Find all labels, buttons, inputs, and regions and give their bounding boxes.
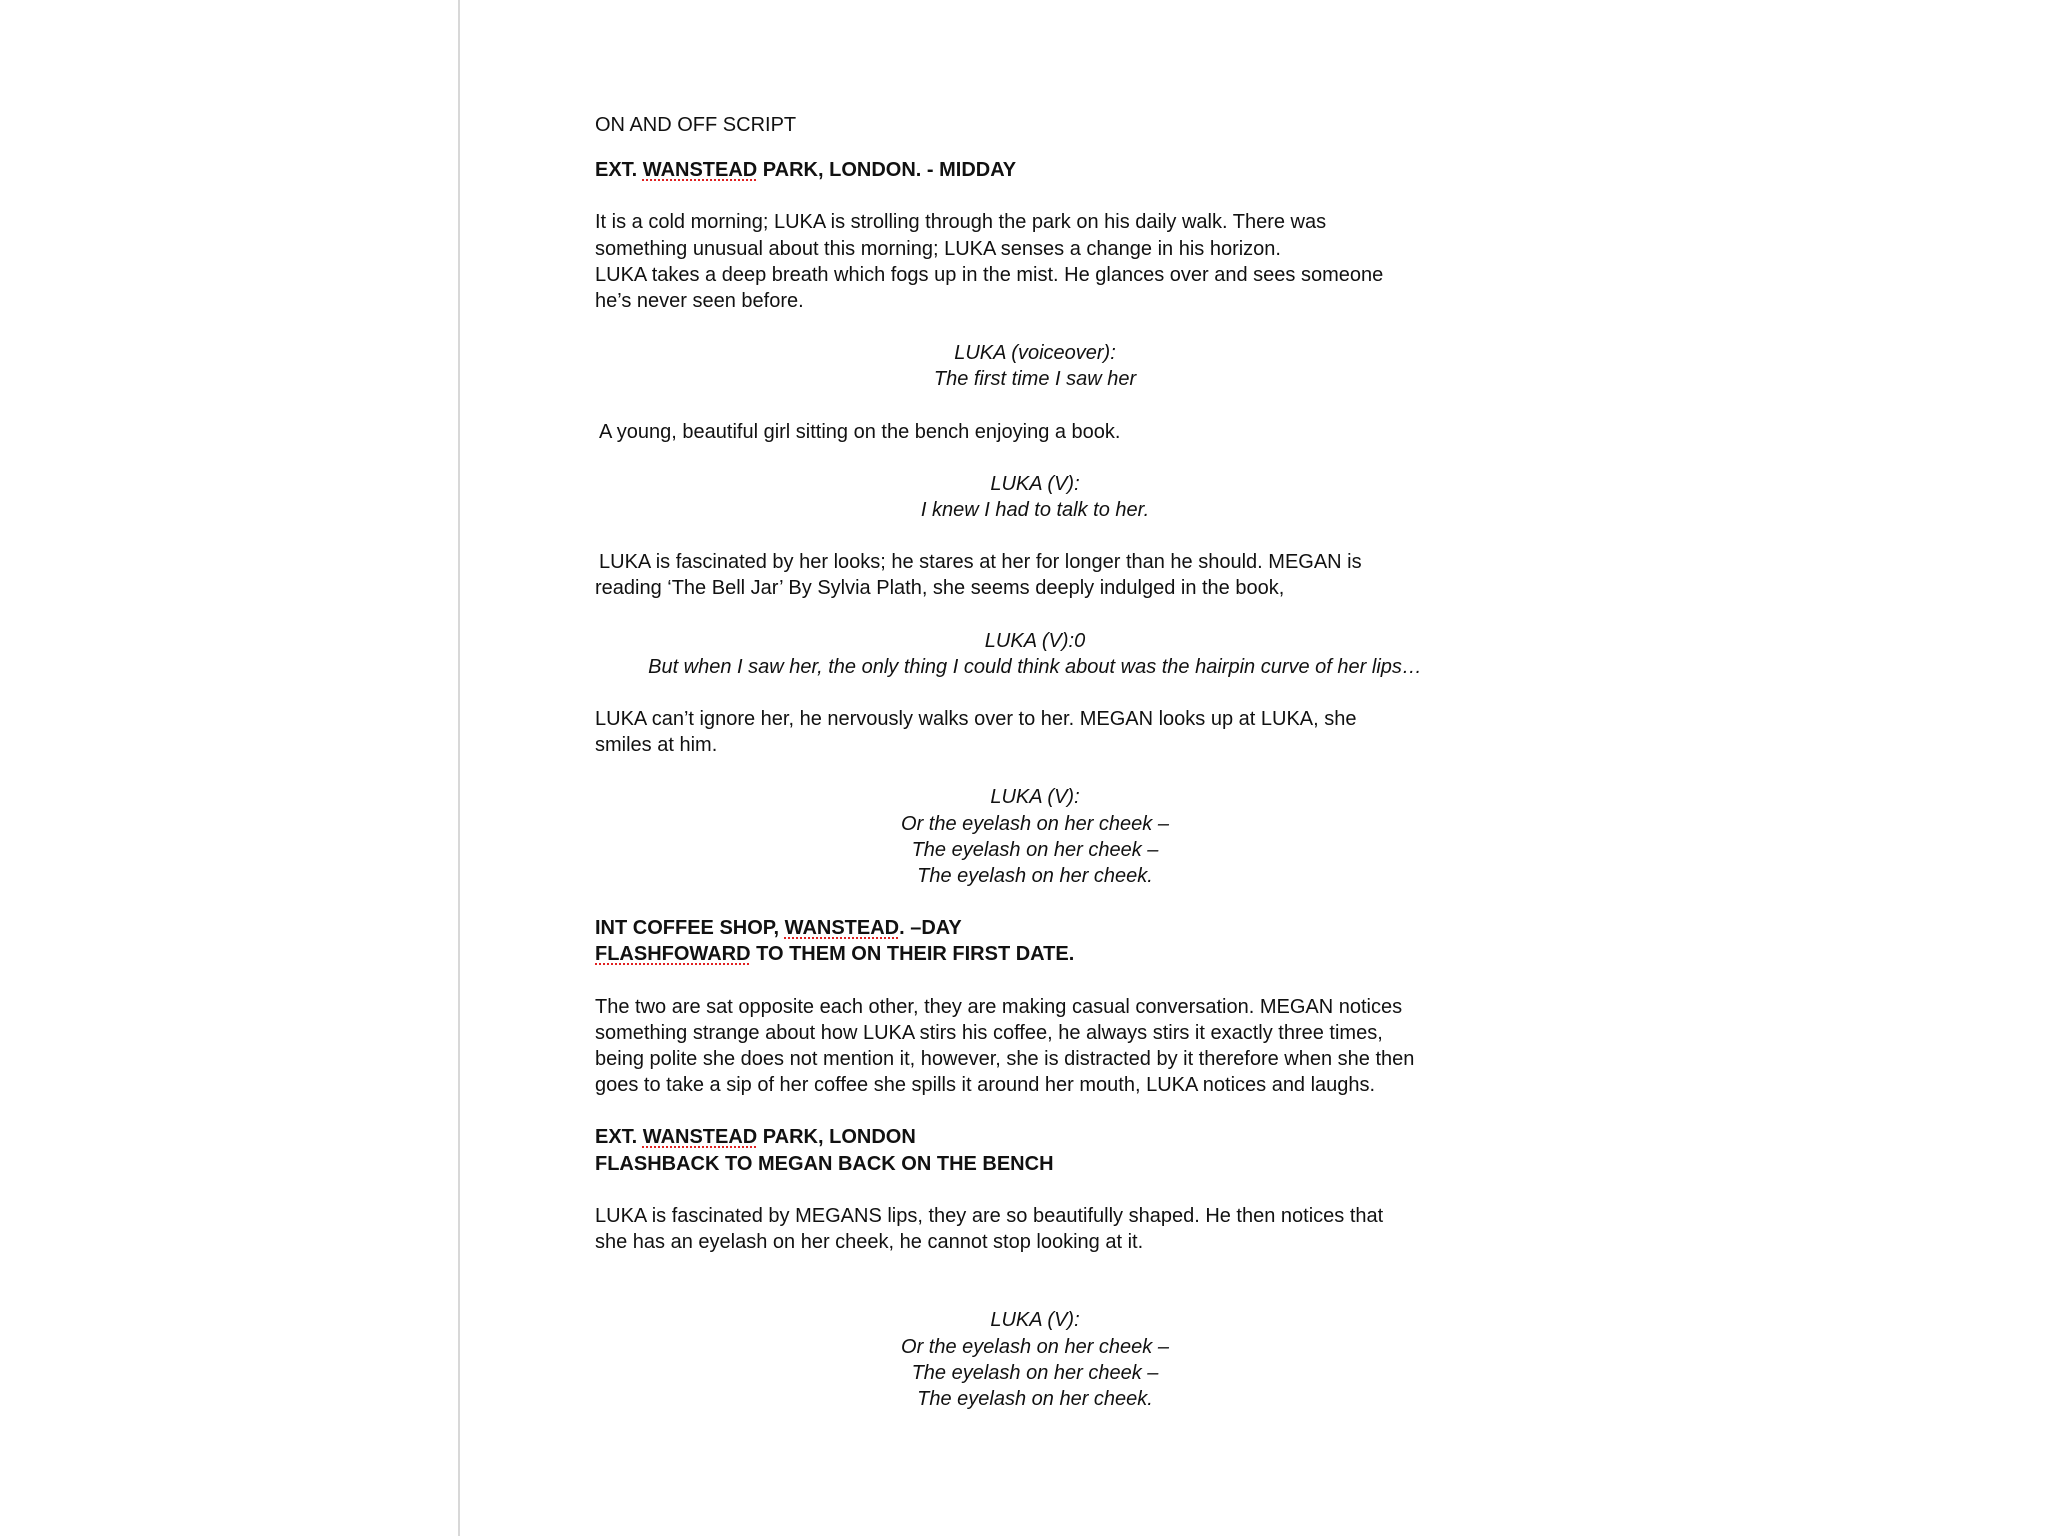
dialogue-block-1 bbox=[595, 340, 1475, 392]
character-cue: LUKA (V): bbox=[990, 1309, 1080, 1332]
scene-heading-2-suffix: . –DAY bbox=[899, 917, 962, 940]
script-page bbox=[595, 112, 1475, 1438]
character-cue: LUKA (V):0 bbox=[984, 629, 1086, 652]
dialogue-block-5 bbox=[595, 1307, 1475, 1412]
misspelled-word: FLASHFOWARD bbox=[595, 943, 751, 966]
action-line: A young, beautiful girl sitting on the bench enjoying a book. bbox=[599, 420, 1121, 443]
character-cue: LUKA (voiceover): bbox=[954, 342, 1116, 365]
dialogue-line: Or the eyelash on her cheek – bbox=[901, 812, 1169, 835]
scene-heading-3-line-1 bbox=[595, 1124, 1475, 1150]
dialogue-line: The first time I saw her bbox=[933, 368, 1137, 391]
action-line: LUKA is fascinated by MEGANS lips, they are so beautifully shaped. He then notices that bbox=[595, 1204, 1384, 1227]
action-paragraph-1 bbox=[595, 209, 1475, 314]
dialogue-block-2 bbox=[595, 471, 1475, 523]
action-line: he’s never seen before. bbox=[595, 290, 804, 313]
page-left-edge bbox=[458, 0, 460, 1536]
action-paragraph-3 bbox=[595, 549, 1475, 601]
action-paragraph-6 bbox=[595, 1203, 1475, 1255]
scene-heading-1-prefix: EXT. bbox=[595, 159, 643, 182]
script-title: ON AND OFF SCRIPT bbox=[595, 114, 797, 136]
action-line: reading ‘The Bell Jar’ By Sylvia Plath, she seems deeply indulged in the book, bbox=[595, 577, 1285, 600]
action-line: being polite she does not mention it, however, she is distracted by it therefore when she then bbox=[595, 1048, 1415, 1071]
misspelled-word: WANSTEAD bbox=[784, 917, 900, 940]
scene-heading-3-prefix: EXT. bbox=[595, 1126, 643, 1149]
dialogue-line: I knew I had to talk to her. bbox=[920, 499, 1150, 522]
action-line: she has an eyelash on her cheek, he cannot stop looking at it. bbox=[595, 1231, 1144, 1254]
action-paragraph-4 bbox=[595, 706, 1475, 758]
scene-heading-2-prefix: INT COFFEE SHOP, bbox=[595, 917, 785, 940]
action-line: goes to take a sip of her coffee she spills it around her mouth, LUKA notices and laughs. bbox=[595, 1074, 1376, 1097]
action-line: The two are sat opposite each other, they are making casual conversation. MEGAN notices bbox=[595, 995, 1403, 1018]
character-cue: LUKA (V): bbox=[990, 786, 1080, 809]
action-line: smiles at him. bbox=[595, 734, 718, 757]
scene-heading-2 bbox=[595, 915, 1475, 967]
dialogue-line: Or the eyelash on her cheek – bbox=[901, 1335, 1169, 1358]
scene-heading-1 bbox=[595, 157, 1475, 183]
action-line: It is a cold morning; LUKA is strolling through the park on his daily walk. There was bbox=[595, 211, 1327, 234]
misspelled-word: WANSTEAD bbox=[642, 159, 758, 182]
scene-heading-3 bbox=[595, 1124, 1475, 1176]
dialogue-block-3 bbox=[579, 628, 1491, 680]
action-line: LUKA is fascinated by her looks; he stares at her for longer than he should. MEGAN is bbox=[599, 551, 1362, 574]
action-line: LUKA takes a deep breath which fogs up in the mist. He glances over and sees someone bbox=[595, 263, 1384, 286]
action-line: LUKA can’t ignore her, he nervously walks over to her. MEGAN looks up at LUKA, she bbox=[595, 708, 1357, 731]
action-line: something strange about how LUKA stirs his coffee, he always stirs it exactly three times, bbox=[595, 1021, 1383, 1044]
misspelled-word: WANSTEAD bbox=[642, 1126, 758, 1149]
dialogue-line: The eyelash on her cheek. bbox=[917, 865, 1153, 888]
scene-heading-3-line-2: FLASHBACK TO MEGAN BACK ON THE BENCH bbox=[595, 1152, 1054, 1175]
scene-heading-2-line-1 bbox=[595, 915, 1475, 941]
dialogue-line: But when I saw her, the only thing I could think about was the hairpin curve of her lips… bbox=[648, 655, 1422, 678]
scene-heading-3-suffix: PARK, LONDON bbox=[757, 1126, 916, 1149]
dialogue-line: The eyelash on her cheek – bbox=[911, 838, 1159, 861]
dialogue-line: The eyelash on her cheek – bbox=[911, 1361, 1159, 1384]
scene-heading-1-suffix: PARK, LONDON. - MIDDAY bbox=[757, 159, 1017, 182]
action-paragraph-5 bbox=[595, 994, 1475, 1099]
scene-heading-2-line-2 bbox=[595, 941, 1475, 967]
dialogue-block-4 bbox=[595, 784, 1475, 889]
character-cue: LUKA (V): bbox=[990, 472, 1080, 495]
dialogue-line: The eyelash on her cheek. bbox=[917, 1387, 1153, 1410]
scene-heading-2-line-2-suffix: TO THEM ON THEIR FIRST DATE. bbox=[750, 943, 1075, 966]
action-line: something unusual about this morning; LUKA senses a change in his horizon. bbox=[595, 237, 1281, 260]
action-paragraph-2 bbox=[595, 419, 1475, 445]
